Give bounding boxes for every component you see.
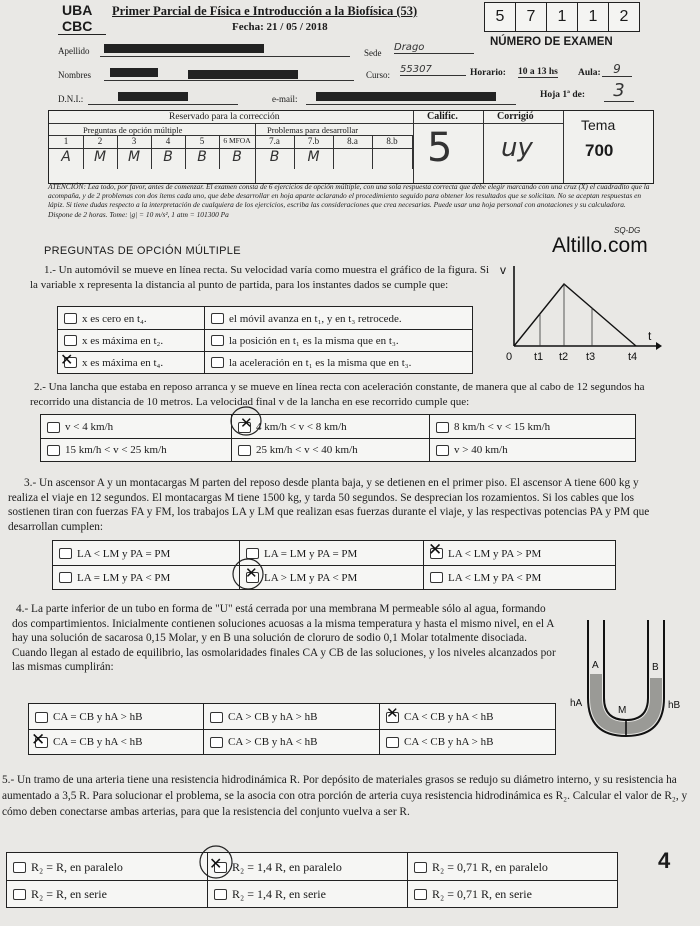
q1-option[interactable] <box>205 308 471 329</box>
tema-label: Tema <box>581 117 616 133</box>
cross-mark-icon: ✕ <box>209 854 223 873</box>
q2-option[interactable] <box>430 416 634 438</box>
q4-option[interactable] <box>204 705 379 729</box>
dev-label: Problemas para desarrollar <box>267 125 359 135</box>
option-label: CA > CB y hA < hB <box>228 736 318 748</box>
mark-cell <box>372 149 413 169</box>
q4-option[interactable] <box>204 730 379 754</box>
question-5-options <box>6 852 618 908</box>
apellido-field[interactable] <box>100 44 350 57</box>
calific-label: Calific. <box>427 111 458 122</box>
checkbox[interactable] <box>59 572 72 583</box>
exam-number-boxes <box>484 2 644 32</box>
question-1-text: 1.- Un automóvil se mueve en línea recta. Su velocidad varía como muestra el gráfico de la figura. Si la variable x representa la distancia al punto de partida, para los instantes dados se cumple que: <box>30 264 490 291</box>
email-field[interactable] <box>306 92 516 105</box>
graph-tick-label: t2 <box>559 351 569 363</box>
option-label: la aceleración en t₁ es la misma que en t₃. <box>229 356 412 369</box>
option-label: R₂ = R, en serie <box>31 886 107 901</box>
q5-option[interactable] <box>408 854 616 880</box>
checkbox[interactable] <box>35 712 48 723</box>
q1-option[interactable] <box>205 352 471 373</box>
tema-value: 700 <box>585 141 614 160</box>
aula-field[interactable]: 9 <box>602 62 632 77</box>
checkbox[interactable] <box>210 737 223 748</box>
mark-cell: A <box>49 149 84 169</box>
question-2-options <box>40 414 636 462</box>
q5-option[interactable] <box>208 881 407 907</box>
page-number: 4 <box>658 848 671 873</box>
q3-option[interactable] <box>53 566 239 589</box>
col-header: 5 <box>185 136 220 148</box>
mark-cell <box>333 149 373 169</box>
option-label: CA = CB y hA > hB <box>53 711 143 723</box>
option-label: LA > LM y PA < PM <box>264 571 358 584</box>
label-hb: hB <box>668 700 681 711</box>
option-label: LA = LM y PA < PM <box>77 571 171 584</box>
option-label: la posición en t₁ es la misma que en t₃. <box>229 334 399 347</box>
sede-field[interactable]: Drago <box>394 42 474 54</box>
exam-number-label: NÚMERO DE EXAMEN <box>490 36 613 48</box>
checkbox[interactable] <box>430 572 443 583</box>
section-title: PREGUNTAS DE OPCIÓN MÚLTIPLE <box>44 245 241 257</box>
q5-option[interactable] <box>7 854 207 880</box>
hoja-label: Hoja 1ª de: <box>540 90 586 100</box>
option-label: LA < LM y PA = PM <box>77 547 171 560</box>
q5-option[interactable] <box>7 881 207 907</box>
option-label: 4 km/h < v < 8 km/h <box>256 421 347 433</box>
graph-tick-label: t1 <box>534 351 544 363</box>
q2-option[interactable] <box>41 416 231 438</box>
graph-tick-label: 0 <box>506 351 513 363</box>
option-label: x es máxima en t₂. <box>82 334 164 347</box>
email-label: e-mail: <box>272 94 298 104</box>
mark-cell: M <box>294 149 334 169</box>
cross-mark-icon: ✕ <box>240 414 253 432</box>
question-3-options <box>52 540 616 590</box>
reserved-label: Reservado para la corrección <box>169 112 280 122</box>
mark-cell: M <box>83 149 118 169</box>
option-label: 25 km/h < v < 40 km/h <box>256 444 358 456</box>
exam-title: Primer Parcial de Física e Introducción a la Biofísica (53) <box>112 4 418 18</box>
q3-option[interactable] <box>424 542 614 565</box>
checkbox[interactable] <box>386 737 399 748</box>
checkbox[interactable] <box>13 862 26 873</box>
dni-label: D.N.I.: <box>58 94 84 104</box>
checkbox[interactable] <box>59 548 72 559</box>
option-label: v < 4 km/h <box>65 421 114 433</box>
q4-option[interactable] <box>29 730 203 754</box>
q2-option[interactable] <box>430 439 634 461</box>
u-tube-figure <box>568 612 688 742</box>
question-4-options <box>28 703 556 755</box>
cbc-label: CBC <box>62 18 93 34</box>
hoja-field[interactable]: 3 <box>604 80 634 102</box>
checkbox[interactable] <box>214 889 227 900</box>
q2-option[interactable] <box>232 439 429 461</box>
q1-option[interactable] <box>205 330 471 351</box>
option-label: CA < CB y hA > hB <box>404 736 494 748</box>
option-label: CA = CB y hA < hB <box>53 736 143 748</box>
mc-label: Preguntas de opción múltiple <box>83 125 183 135</box>
graph-tick-label: t3 <box>586 351 596 363</box>
col-header: 1 <box>49 136 84 148</box>
option-label: v > 40 km/h <box>454 444 508 456</box>
graph-t-arrow-icon <box>656 342 662 350</box>
checkbox[interactable] <box>211 357 224 368</box>
exam-digit: 1 <box>547 2 578 32</box>
sede-label: Sede <box>364 48 382 58</box>
col-header: 2 <box>83 136 118 148</box>
exam-digit: 2 <box>609 2 640 32</box>
circle-mark-icon <box>226 404 266 438</box>
exam-digit: 1 <box>578 2 609 32</box>
q5-option[interactable] <box>408 881 616 907</box>
mark-cell: M <box>117 149 152 169</box>
nombres-label: Nombres <box>58 70 91 80</box>
corrigio-label: Corrigió <box>497 111 534 122</box>
uba-label: UBA <box>62 2 93 18</box>
col-header: 4 <box>151 136 186 148</box>
q3-option[interactable] <box>424 566 614 589</box>
horario-field[interactable]: 10 a 13 hs <box>518 67 558 77</box>
checkbox[interactable] <box>414 889 427 900</box>
mark-cell: B <box>219 149 256 169</box>
aula-label: Aula: <box>578 68 601 78</box>
checkbox[interactable] <box>211 335 224 346</box>
apellido-label: Apellido <box>58 46 90 56</box>
checkbox[interactable] <box>211 313 224 324</box>
q2-option[interactable] <box>41 439 231 461</box>
option-label: R₂ = R, en paralelo <box>31 859 123 874</box>
circle-mark-icon <box>228 556 268 592</box>
option-label: R₂ = 1,4 R, en serie <box>232 886 326 901</box>
altillo-watermark: Altillo.com <box>552 234 648 257</box>
velocity-curve <box>514 284 636 346</box>
label-m: M <box>618 705 627 716</box>
col-header: 7.a <box>255 136 295 148</box>
q4-option[interactable] <box>380 705 554 729</box>
cross-mark-icon: ✕ <box>428 540 443 560</box>
option-label: x es máxima en t₄. <box>82 356 164 369</box>
q1-option[interactable] <box>58 330 204 351</box>
corrector-signature: uy <box>501 133 533 163</box>
option-label: 8 km/h < v < 15 km/h <box>454 421 551 433</box>
attention-notice: ATENCIÓN: Lea todo, por favor, antes de comenzar. El examen consta de 6 ejercicios de opción múltiple, con una sola respuesta correcta que debe elegir marcando con una cruz (X) el cuadradito que la acompaña, y de 2 problemas con dos ítems cada uno, que debe desarrollar en hoja aparte aclarando el procedimiento seguido para obtener los resultados que se solicitan. No se aceptan respuestas en lápiz. Si tiene dudas respecto a la interpretación de cualquiera de los ejercicios, escriba las consideraciones que crea necesarias. Puede usar una hoja personal con anotaciones y su calculadora. Dispone de 2 horas. Tome: |g| = 10 m/s², 1 atm = 101300 Pa <box>48 182 650 219</box>
checkbox[interactable] <box>64 335 77 346</box>
checkbox[interactable] <box>414 862 427 873</box>
col-header: 3 <box>117 136 152 148</box>
q4-option[interactable] <box>380 730 554 754</box>
curso-field[interactable]: 55307 <box>400 64 466 76</box>
label-a: A <box>592 660 599 671</box>
mark-cell: B <box>151 149 186 169</box>
col-header: 7.b <box>294 136 334 148</box>
checkbox[interactable] <box>436 445 449 456</box>
correction-table <box>48 110 654 184</box>
label-b: B <box>652 662 659 673</box>
option-label: LA = LM y PA = PM <box>264 547 358 560</box>
col-header: 8.a <box>333 136 373 148</box>
horario-label: Horario: <box>470 68 506 78</box>
checkbox[interactable] <box>13 889 26 900</box>
graph-t-label: t <box>648 329 652 343</box>
notice-code: SQ-DG <box>614 226 641 235</box>
checkbox[interactable] <box>436 422 449 433</box>
graph-tick-label: t4 <box>628 351 638 363</box>
option-label: x es cero en t₄. <box>82 312 147 325</box>
option-label: LA < LM y PA > PM <box>448 547 542 560</box>
question-4-text: 4.- La parte inferior de un tubo en forma de "U" está cerrada por una membrana M permeable sólo al agua, formando dos compartimientos. Inicialmente contienen soluciones acuosas a la misma temperatura y hasta el mismo nivel, en el A hay una solución de sacarosa 0,15 Molar, y en B una solución de cloruro de sodio 0,1 Molar totalmente disociada. Cuando llegan al estado de equilibrio, las osmolaridades finales CA y CB de las soluciones, y los niveles alcanzados por las mismas cumplirán: <box>12 603 556 673</box>
option-label: 15 km/h < v < 25 km/h <box>65 444 167 456</box>
label-ha: hA <box>570 698 583 709</box>
col-header: 8.b <box>372 136 413 148</box>
cross-mark-icon: ✕ <box>386 704 399 722</box>
question-5-text: 5.- Un tramo de una arteria tiene una resistencia hidrodinámica R. Por depósito de materiales grasos se redujo su diámetro interno, y su resistencia ha aumentado a 3,5 R. Para solucionar el problema, se la asocia con otra porción de arteria cuya resistencia hidrodinámica es R₂. Calcular el valor de R₂, y cómo deben conectarse ambas arterias, para que la resistencia del conjunto vuelva a ser R. <box>2 774 688 818</box>
checkbox[interactable] <box>47 422 60 433</box>
checkbox[interactable] <box>64 313 77 324</box>
option-label: R₂ = 1,4 R, en paralelo <box>232 859 342 874</box>
option-label: CA > CB y hA > hB <box>228 711 318 723</box>
graph-v-label: v <box>500 263 506 277</box>
cross-mark-icon: ✕ <box>60 350 74 369</box>
cross-mark-icon: ✕ <box>245 564 258 582</box>
option-label: R₂ = 0,71 R, en paralelo <box>432 859 548 874</box>
exam-digit: 5 <box>484 2 516 32</box>
checkbox[interactable] <box>238 445 251 456</box>
option-label: R₂ = 0,71 R, en serie <box>432 886 532 901</box>
checkbox[interactable] <box>210 712 223 723</box>
exam-digit: 7 <box>516 2 547 32</box>
exam-date: Fecha: 21 / 05 / 2018 <box>232 21 328 33</box>
mark-cell: B <box>255 149 295 169</box>
curso-label: Curso: <box>366 70 391 80</box>
option-label: LA < LM y PA < PM <box>448 571 542 584</box>
mark-cell: B <box>185 149 220 169</box>
q3-option[interactable] <box>53 542 239 565</box>
question-2-text: 2.- Una lancha que estaba en reposo arranca y se mueve en línea recta con aceleración constante, de manera que al cabo de 12 segundos ha recorrido una distancia de 10 metros. La velocidad final v de la lancha en ese recorrido cumple que: <box>30 381 645 408</box>
question-1-options <box>57 306 473 374</box>
q4-option[interactable] <box>29 705 203 729</box>
dni-field[interactable] <box>88 92 238 105</box>
question-3-text: 3.- Un ascensor A y un montacargas M parten del reposo desde planta baja, y se detienen en el primer piso. El ascensor A tiene 600 kg y realiza el viaje en 12 segundos. El montacargas M tiene 1500 kg, y tarda 50 segundos. Se desprecian los rozamientos. Si los cables que los sostienen tiran con fuerzas FA y FM, los trabajos LA y LM que realizan esas fuerzas durante el viaje, y las respectivas potencias PA y PM que desarrollan cumplen: <box>8 477 650 533</box>
q1-option[interactable] <box>58 308 204 329</box>
q1-option[interactable] <box>58 352 204 373</box>
velocity-time-graph <box>496 262 686 366</box>
option-label: CA < CB y hA < hB <box>404 711 494 723</box>
circle-mark-icon <box>196 842 238 882</box>
checkbox[interactable] <box>47 445 60 456</box>
col-header: 6 MFOA <box>219 136 256 148</box>
nombres-field[interactable] <box>104 68 354 81</box>
option-label: el móvil avanza en t₁, y en t₃ retrocede. <box>229 312 402 325</box>
cross-mark-icon: ✕ <box>31 730 46 750</box>
grade-value: 5 <box>427 125 453 171</box>
